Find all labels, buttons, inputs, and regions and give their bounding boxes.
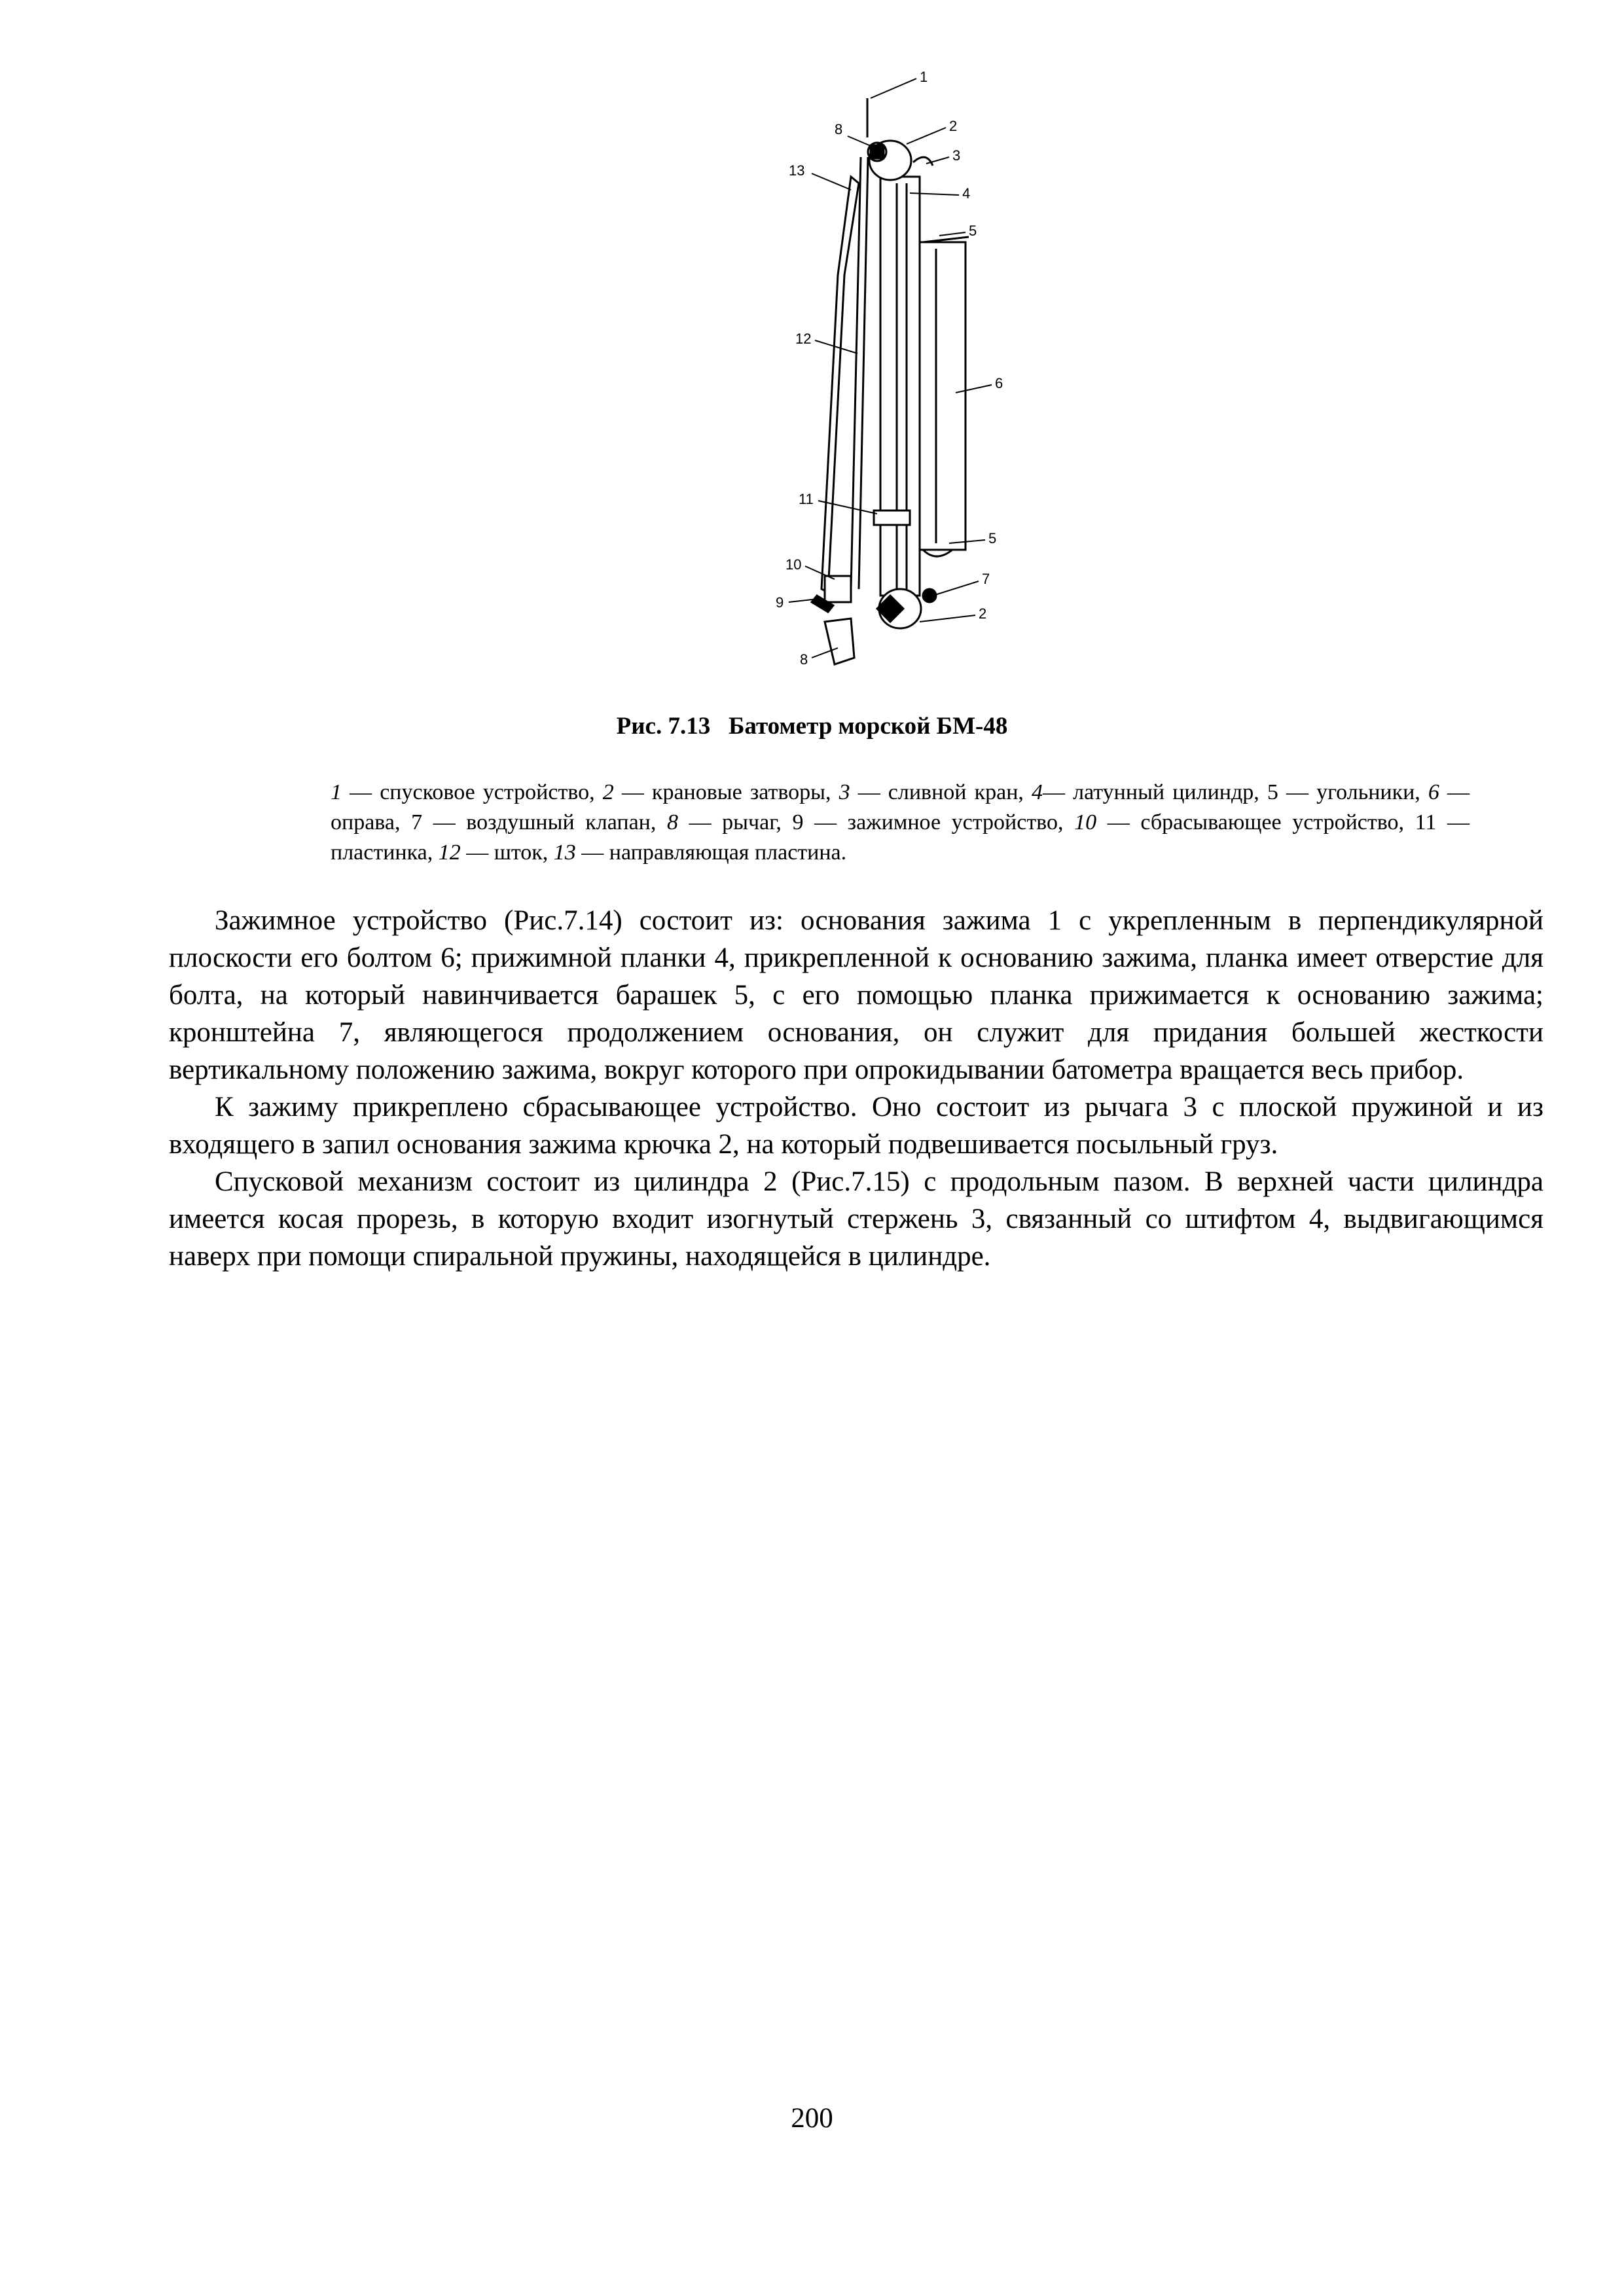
fig-label-5: 5 bbox=[969, 223, 977, 239]
legend-text-2: — крановые затворы, bbox=[613, 780, 839, 804]
legend-num-10: 10 bbox=[1074, 810, 1097, 834]
legend-num-11: 11 bbox=[1415, 810, 1437, 834]
legend-num-13: 13 bbox=[553, 840, 576, 865]
fig-label-2: 2 bbox=[949, 118, 958, 134]
body-text bbox=[169, 902, 1543, 1275]
figure-caption bbox=[0, 712, 1624, 740]
legend-num-6: 6 bbox=[1428, 780, 1439, 804]
legend-text-12: — шток, bbox=[460, 840, 554, 865]
legend-num-3: 3 bbox=[839, 780, 850, 804]
fig-label-4: 4 bbox=[962, 185, 971, 202]
legend-num-4: 4 bbox=[1032, 780, 1043, 804]
legend-num-2: 2 bbox=[602, 780, 614, 804]
fig-label-8: 8 bbox=[835, 121, 843, 137]
fig-label-5b: 5 bbox=[988, 530, 997, 547]
paragraph-3: Спусковой механизм состоит из цилиндра 2 (Рис.7.15) с продольным пазом. В верхней части цилиндра имеется косая прорезь, в которую входит изогнутый стержень 3, связанный со штифтом 4, выдвигающимся наверх при помощи спиральной пружины, находящейся в цилиндре. bbox=[169, 1166, 1543, 1272]
legend-text-6: — оправа, bbox=[331, 780, 1470, 834]
paragraph-2: К зажиму прикреплено сбрасывающее устройство. Оно состоит из рычага 3 с плоской пружиной и из входящего в запил основания зажима крючка 2, на который подвешивается посыльный груз. bbox=[169, 1092, 1543, 1160]
fig-label-7: 7 bbox=[982, 571, 990, 587]
legend-text-13: — направляющая пластина. bbox=[575, 840, 847, 865]
figure-legend bbox=[331, 778, 1470, 868]
legend-text-1: — спусковое устройство, bbox=[342, 780, 603, 804]
fig-label-3: 3 bbox=[952, 147, 961, 164]
caption-prefix: Рис. 7.13 bbox=[616, 713, 711, 740]
fig-label-8b: 8 bbox=[800, 651, 808, 668]
fig-label-1: 1 bbox=[920, 69, 928, 85]
fig-label-12: 12 bbox=[795, 331, 812, 347]
legend-num-7: 7 bbox=[411, 810, 423, 834]
bathometer-figure bbox=[740, 69, 1080, 681]
legend-text-10: — сбрасывающее устройство, bbox=[1096, 810, 1415, 834]
legend-text-9: — зажимное устройство, bbox=[803, 810, 1075, 834]
legend-num-1: 1 bbox=[331, 780, 342, 804]
legend-num-5: 5 bbox=[1267, 780, 1278, 804]
legend-text-3: — сливной кран, bbox=[850, 780, 1032, 804]
legend-num-8: 8 bbox=[666, 810, 678, 834]
fig-label-10: 10 bbox=[785, 556, 802, 573]
fig-label-2b: 2 bbox=[979, 605, 987, 622]
fig-label-6: 6 bbox=[995, 375, 1003, 391]
paragraph-1: Зажимное устройство (Рис.7.14) состоит из: основания зажима 1 с укрепленным в перпендикулярной плоскости его болтом 6; прижимной планки 4, прикрепленной к основанию зажима, планка имеет отверстие для болта, на который навинчивается барашек 5, с его помощью планка прижимается к основанию зажима; кронштейна 7, являющегося продолжением основания, он служит для придания большей жесткости вертикальному положению зажима, вокруг которого при опрокидывании батометра вращается весь прибор. bbox=[169, 905, 1543, 1085]
legend-text-11: — пластинка, bbox=[331, 810, 1470, 865]
legend-num-12: 12 bbox=[438, 840, 461, 865]
page-number: 200 bbox=[791, 2103, 833, 2134]
fig-label-9: 9 bbox=[776, 594, 784, 611]
legend-text-7: — воздушный клапан, bbox=[422, 810, 667, 834]
legend-text-8: — рычаг, bbox=[677, 810, 793, 834]
legend-text-5: — угольники, bbox=[1278, 780, 1428, 804]
legend-text-4: — латунный цилиндр, bbox=[1043, 780, 1267, 804]
legend-num-9: 9 bbox=[792, 810, 804, 834]
bathometer-drawing bbox=[740, 69, 1080, 681]
caption-title: Батометр морской БМ-48 bbox=[728, 713, 1008, 740]
fig-label-13: 13 bbox=[789, 162, 805, 179]
fig-label-11: 11 bbox=[799, 491, 814, 507]
